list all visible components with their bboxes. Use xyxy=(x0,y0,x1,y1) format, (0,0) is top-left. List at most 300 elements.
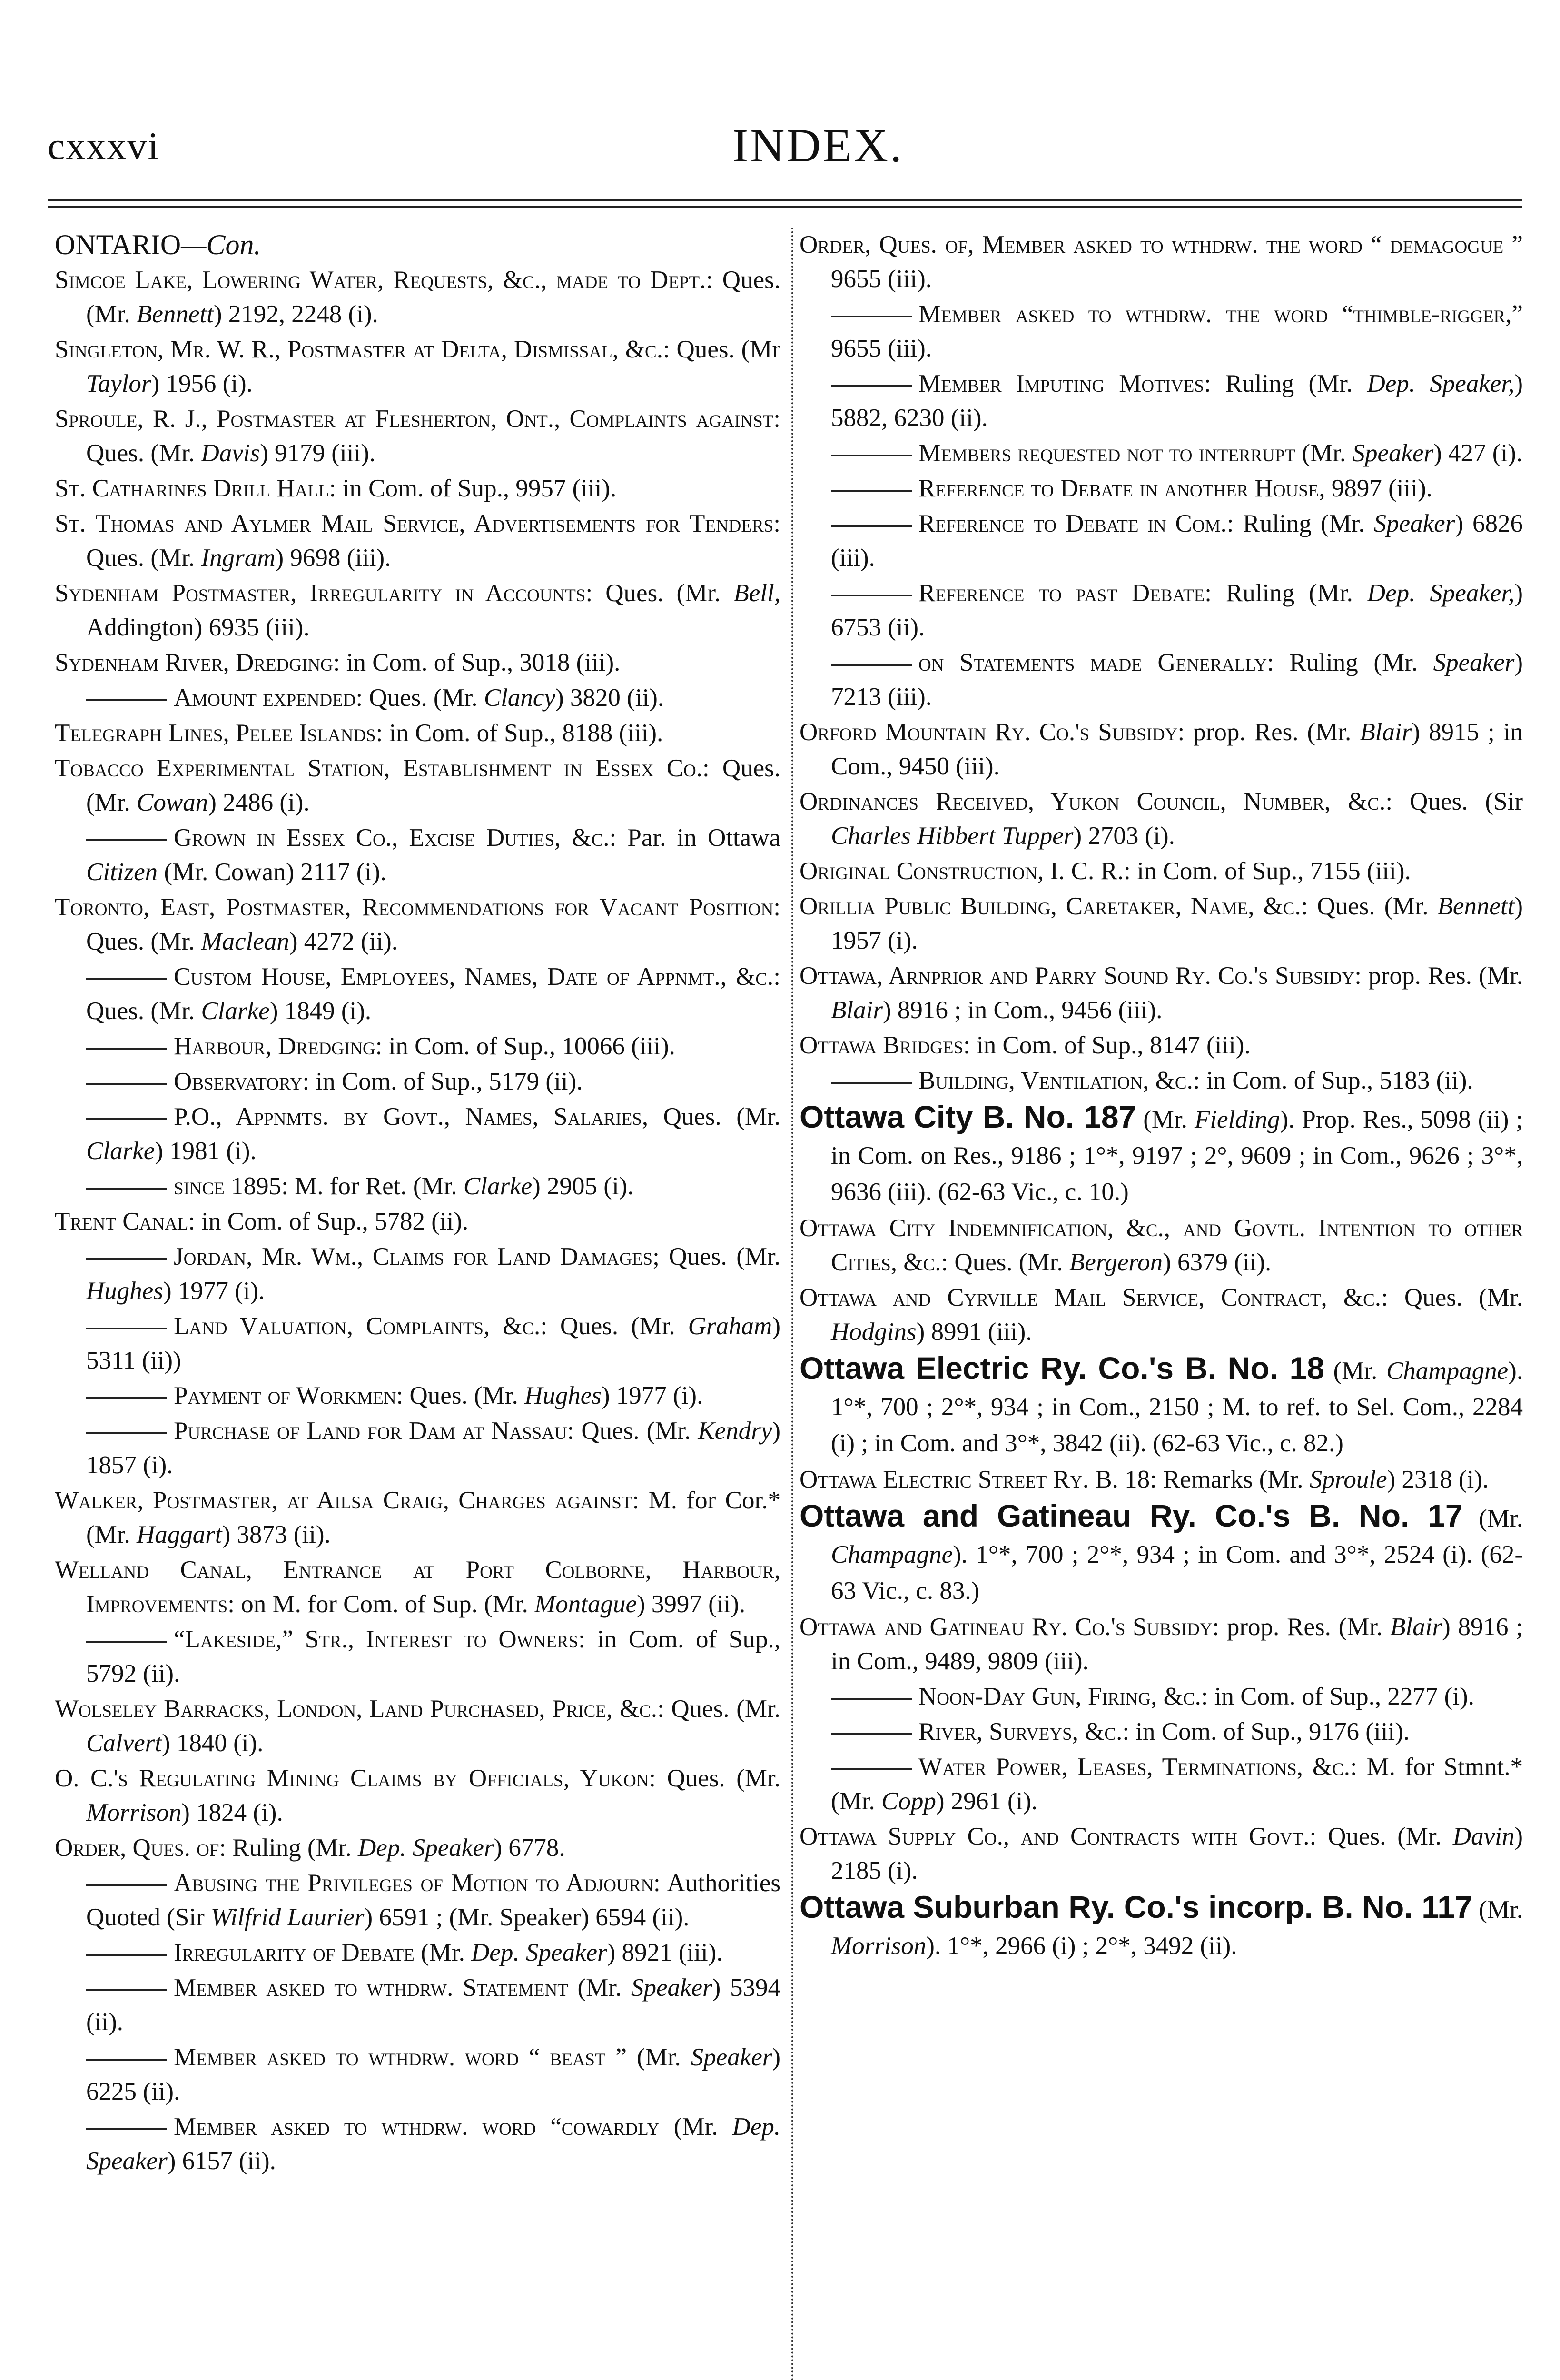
entry-heading: St. Catharines Drill Hall xyxy=(55,475,329,502)
ditto-dash xyxy=(86,1954,167,1956)
member-name: Calvert xyxy=(86,1729,162,1757)
member-name: Clancy xyxy=(484,684,555,712)
entry-tail: : Ques. (Mr. xyxy=(1301,892,1438,920)
member-name: Davin xyxy=(1452,1823,1515,1850)
entry-heading: Irregularity of Debate xyxy=(174,1939,415,1966)
entry-tail: : Ques. (Mr xyxy=(662,336,780,363)
index-entry xyxy=(800,1889,1523,1964)
index-subentry xyxy=(800,1679,1523,1714)
member-name: Dep. Speaker, xyxy=(1367,579,1515,607)
entry-tail: 9655 (iii). xyxy=(831,265,932,293)
member-name: Morrison xyxy=(831,1932,927,1960)
entry-tail: : Ques. (Mr. xyxy=(657,1695,780,1723)
entry-heading: O. C.'s Regulating Mining Claims by Officials, Yukon xyxy=(55,1765,649,1792)
entry-tail: : in Com. of Sup., 5183 (ii). xyxy=(1193,1067,1473,1094)
entry-heading: Ottawa Supply Co., and Contracts with Govt. xyxy=(800,1823,1310,1850)
entry-heading: Member asked to wthdrw. the word “thimble-rigger,” xyxy=(918,300,1523,328)
member-name: Speaker xyxy=(691,2043,772,2071)
entry-tail: : Ques. (Mr. xyxy=(86,405,780,467)
entry-tail: : in Com. of Sup., 9176 (iii). xyxy=(1122,1718,1410,1745)
member-name: Champagne xyxy=(831,1541,953,1568)
member-name: Haggart xyxy=(137,1521,222,1548)
entry-tail: (Mr. xyxy=(1462,1505,1523,1532)
index-entry xyxy=(55,402,780,470)
entry-heading: Orillia Public Building, Caretaker, Name, &c. xyxy=(800,892,1301,920)
entry-heading: Member asked to wthdrw. word “ beast ” xyxy=(174,2043,627,2071)
index-entry xyxy=(800,854,1523,888)
entry-tail: : Ruling (Mr. xyxy=(1205,579,1367,607)
member-name: Speaker xyxy=(1433,649,1515,676)
section-heading-continued: —Con. xyxy=(181,229,261,260)
page-reference: ) 2703 (i). xyxy=(1073,822,1175,850)
entry-tail: : in Com. of Sup., 9957 (iii). xyxy=(329,475,617,502)
entry-tail: : in Com. of Sup., 3018 (iii). xyxy=(333,649,621,676)
entry-tail: : Ques. (Mr. xyxy=(86,754,780,816)
page-reference: ) 1824 (i). xyxy=(181,1799,283,1826)
page-reference: ) 5394 (ii). xyxy=(86,1974,780,2036)
ditto-dash xyxy=(86,1432,167,1434)
entry-heading: Grown in Essex Co., Excise Duties, &c. xyxy=(174,824,610,852)
member-name: Speaker xyxy=(1373,510,1455,537)
entry-tail: : prop. Res. (Mr. xyxy=(1212,1613,1391,1641)
entry-heading: Purchase of Land for Dam at Nassau xyxy=(174,1417,567,1445)
member-name: Blair xyxy=(1390,1613,1442,1641)
ditto-dash xyxy=(86,1328,167,1329)
member-name: Bell, xyxy=(733,579,780,607)
member-name: Montague xyxy=(534,1590,637,1618)
page-reference: ) 7213 (iii). xyxy=(831,649,1523,711)
page-reference: ). 1°*, 700 ; 2°*, 934 ; in Com. and 3°*, 2524 (i). (62-63 Vic., c. 83.) xyxy=(831,1541,1523,1605)
entry-tail: (Mr. xyxy=(1295,439,1353,467)
page-reference: ) 427 (i). xyxy=(1433,439,1523,467)
member-name: Maclean xyxy=(201,928,289,955)
page-reference: ) 8921 (iii). xyxy=(607,1939,723,1966)
page-reference: ) 1956 (i). xyxy=(151,370,253,397)
entry-heading: Noon-Day Gun, Firing, &c. xyxy=(918,1683,1201,1710)
member-name: Copp xyxy=(881,1787,936,1815)
ditto-dash xyxy=(86,1641,167,1643)
index-entry xyxy=(55,1692,780,1760)
ditto-dash xyxy=(831,1082,912,1084)
member-name: Bennett xyxy=(1437,892,1515,920)
entry-tail: (Mr. xyxy=(568,1974,631,2002)
member-name: Graham xyxy=(688,1312,772,1340)
member-name: Ingram xyxy=(201,544,276,572)
page-reference: ) 3997 (ii). xyxy=(637,1590,746,1618)
member-name: Dep. Speaker xyxy=(471,1939,607,1966)
ditto-dash xyxy=(831,664,912,666)
index-subentry xyxy=(55,1622,780,1691)
entry-tail: : Ques. (Mr. xyxy=(86,510,780,572)
entry-tail: : M. for Cor.* (Mr. xyxy=(86,1487,780,1548)
entry-heading: Ordinances Received, Yukon Council, Number, &c. xyxy=(800,788,1386,815)
index-entry xyxy=(55,332,780,401)
ditto-dash xyxy=(831,490,912,492)
ditto-dash xyxy=(86,1884,167,1886)
ditto-dash xyxy=(86,1048,167,1050)
member-name: Bennett xyxy=(137,300,214,328)
index-subentry xyxy=(800,436,1523,470)
entry-heading: Reference to past Debate xyxy=(918,579,1205,607)
member-name: Citizen xyxy=(86,858,158,886)
index-entry xyxy=(55,506,780,575)
ditto-dash xyxy=(86,1258,167,1260)
member-name: Hodgins xyxy=(831,1318,917,1346)
page-reference: ) 3820 (ii). xyxy=(555,684,664,712)
entry-tail: , Ques. (Mr. xyxy=(642,1103,780,1130)
entry-heading: Ottawa Electric Street Ry. B. 18 xyxy=(800,1466,1150,1493)
member-name: Champagne xyxy=(1386,1357,1509,1385)
entry-heading: “Lakeside,” Str., Interest to Owners xyxy=(174,1626,579,1653)
member-name: Blair xyxy=(831,996,883,1024)
ditto-dash xyxy=(86,1083,167,1085)
entry-heading: Orford Mountain Ry. Co.'s Subsidy xyxy=(800,718,1178,746)
index-subentry xyxy=(55,2110,780,2178)
member-name: Kendry xyxy=(698,1417,772,1445)
entry-tail: : in Com. of Sup., 5782 (ii). xyxy=(188,1208,469,1235)
entry-tail: : M. for Ret. (Mr. xyxy=(281,1172,464,1200)
section-heading-main: ONTARIO xyxy=(55,229,181,260)
entry-heading: Building, Ventilation, &c. xyxy=(918,1067,1193,1094)
index-entry xyxy=(800,1610,1523,1678)
entry-tail: : in Com. of Sup., 5179 (ii). xyxy=(302,1068,583,1095)
index-subentry xyxy=(800,645,1523,714)
page-reference: ) 6778. xyxy=(494,1834,565,1862)
page-reference: ) 9179 (iii). xyxy=(260,439,375,467)
index-entry xyxy=(55,1553,780,1621)
ditto-dash xyxy=(831,1733,912,1735)
member-name: Blair xyxy=(1360,718,1412,746)
ditto-dash xyxy=(831,525,912,527)
member-name: Clarke xyxy=(86,1137,155,1165)
index-subentry xyxy=(55,1029,780,1063)
index-subentry xyxy=(55,1100,780,1168)
page-reference: ) 1981 (i). xyxy=(155,1137,257,1165)
member-name: Charles Hibbert Tupper xyxy=(831,822,1074,850)
header-rule-thin xyxy=(48,199,1522,201)
entry-heading: Tobacco Experimental Station, Establishment in Essex Co. xyxy=(55,754,703,782)
entry-tail: : Ruling (Mr. xyxy=(1204,370,1367,397)
entry-heading: Original Construction, I. C. R. xyxy=(800,857,1124,885)
member-name: Clarke xyxy=(201,997,270,1025)
member-name: Morrison xyxy=(86,1799,182,1826)
index-subentry xyxy=(800,1063,1523,1098)
entry-heading: Wolseley Barracks, London, Land Purchased, Price, &c. xyxy=(55,1695,657,1723)
ditto-dash xyxy=(86,1989,167,1991)
entry-tail: 9897 (iii). xyxy=(1325,475,1432,502)
member-name: Wilfrid Laurier xyxy=(211,1904,365,1931)
entry-tail: : Par. in Ottawa xyxy=(609,824,780,852)
entry-tail: : Ques. (Mr. xyxy=(396,1382,524,1409)
index-subentry xyxy=(55,1414,780,1482)
index-subentry xyxy=(800,297,1523,366)
entry-heading: Member asked to wthdrw. Statement xyxy=(174,1974,568,2002)
ditto-dash xyxy=(831,595,912,596)
page-reference: ) 2185 (i). xyxy=(831,1823,1523,1884)
entry-tail: : Ques. (Mr. xyxy=(355,684,484,712)
index-entry xyxy=(55,576,780,645)
index-subentry xyxy=(800,471,1523,506)
index-entry xyxy=(800,784,1523,853)
index-entry xyxy=(55,1204,780,1239)
entry-tail: : M. for Stmnt.* (Mr. xyxy=(831,1753,1523,1815)
page-reference: ) 9698 (iii). xyxy=(275,544,391,572)
index-entry xyxy=(55,751,780,820)
member-name: Cowan xyxy=(137,789,208,816)
entry-heading: Order, Ques. of xyxy=(55,1834,219,1862)
page-reference: ). 1°*, 700 ; 2°*, 934 ; in Com., 2150 ; M. to ref. to Sel. Com., 2284 (i) ; in Com. and 3°*, 3842 (ii). (62-63 Vic., c. 82.) xyxy=(831,1357,1523,1457)
ditto-dash xyxy=(86,2059,167,2061)
index-entry xyxy=(55,1483,780,1552)
member-name: Hughes xyxy=(524,1382,602,1409)
header-rule-thick xyxy=(48,206,1522,208)
page-reference: ). Prop. Res., 5098 (ii) ; in Com. on Res., 9186 ; 1°*, 9197 ; 2°, 9609 ; in Com., 9626 ; 3°*, 9636 (iii). (62-63 Vic., c. 10.) xyxy=(831,1106,1523,1206)
index-entry xyxy=(800,959,1523,1027)
entry-heading: P.O., Appnmts. by Govt., Names, Salaries xyxy=(174,1103,642,1130)
member-name: Hughes xyxy=(86,1277,163,1305)
entry-tail: : Ques. (Mr. xyxy=(86,893,780,955)
member-name: Speaker xyxy=(1352,439,1434,467)
left-column xyxy=(55,228,780,2380)
page-reference: ) 6157 (ii). xyxy=(167,2147,276,2175)
page-reference: ) 1857 (i). xyxy=(86,1417,780,1479)
column-divider xyxy=(791,228,793,2380)
index-entry xyxy=(55,1761,780,1830)
entry-heading: Ottawa Electric Ry. Co.'s B. No. 18 xyxy=(800,1350,1324,1386)
page-reference: ) 6591 ; (Mr. Speaker) 6594 (ii). xyxy=(364,1904,690,1931)
index-subentry xyxy=(800,367,1523,435)
page-reference: ) 8915 ; in Com., 9450 (iii). xyxy=(831,718,1523,780)
index-entry xyxy=(800,1099,1523,1210)
member-name: Dep. Speaker xyxy=(86,2113,780,2175)
index-subentry xyxy=(55,821,780,889)
index-subentry xyxy=(55,1169,780,1203)
page-reference: ) 1977 (i). xyxy=(601,1382,703,1409)
index-entry xyxy=(800,1819,1523,1888)
entry-heading: Members requested not to interrupt xyxy=(918,439,1296,467)
page-reference: ) 8916 ; in Com., 9456 (iii). xyxy=(882,996,1163,1024)
entry-tail: : Authorities Quoted (Sir xyxy=(86,1869,780,1931)
entry-heading: Ottawa, Arnprior and Parry Sound Ry. Co.'s Subsidy xyxy=(800,962,1355,990)
ditto-dash xyxy=(86,978,167,980)
entry-tail: : Ques. (Mr. xyxy=(1381,1284,1523,1311)
index-subentry xyxy=(55,1240,780,1308)
index-subentry xyxy=(55,1971,780,2039)
entry-heading: Ottawa and Gatineau Ry. Co.'s Subsidy xyxy=(800,1613,1213,1641)
entry-tail: (Mr. xyxy=(1324,1357,1386,1385)
entry-tail: : Ques. (Mr. xyxy=(941,1249,1069,1276)
entry-heading: Toronto, East, Postmaster, Recommendations for Vacant Position xyxy=(55,893,774,921)
ditto-dash xyxy=(831,1698,912,1700)
ditto-dash xyxy=(86,2128,167,2130)
index-entry xyxy=(55,716,780,750)
index-entry xyxy=(800,1497,1523,1609)
ditto-dash xyxy=(86,1118,167,1120)
index-subentry xyxy=(55,1935,780,1970)
index-entry xyxy=(55,263,780,331)
index-entry xyxy=(800,889,1523,958)
page-reference: ) 2905 (i). xyxy=(532,1172,634,1200)
member-name: Clarke xyxy=(463,1172,533,1200)
right-column xyxy=(800,228,1523,2380)
index-subentry xyxy=(55,681,780,715)
entry-heading: Custom House, Employees, Names, Date of Appnmt., &c. xyxy=(174,963,774,991)
entry-heading: Amount expended xyxy=(174,684,356,712)
entry-tail: : Remarks (Mr. xyxy=(1150,1466,1310,1493)
page-title: INDEX. xyxy=(732,119,904,172)
page-reference: ) 1849 (i). xyxy=(269,997,372,1025)
index-subentry xyxy=(800,576,1523,645)
entry-tail: : Ruling (Mr. xyxy=(219,1834,358,1862)
member-name: Bergeron xyxy=(1069,1249,1163,1276)
ditto-dash xyxy=(831,316,912,317)
member-name: Dep. Speaker, xyxy=(1367,370,1515,397)
member-name: Davis xyxy=(201,439,260,467)
page-reference: ) 5882, 6230 (ii). xyxy=(831,370,1523,432)
entry-heading: Singleton, Mr. W. R., Postmaster at Delta, Dismissal, &c. xyxy=(55,336,663,363)
entry-tail: (Mr. xyxy=(627,2043,691,2071)
page-reference: ) 1977 (i). xyxy=(163,1277,265,1305)
entry-tail: : Ques. (Mr. xyxy=(540,1312,688,1340)
entry-tail: (Mr. xyxy=(414,1939,472,1966)
ditto-dash xyxy=(86,839,167,841)
member-name: Sproule xyxy=(1309,1466,1387,1493)
entry-heading: Observatory xyxy=(174,1068,303,1095)
index-entry xyxy=(800,1280,1523,1349)
entry-tail: : in Com. of Sup., 7155 (iii). xyxy=(1124,857,1411,885)
section-heading xyxy=(55,228,780,262)
entry-tail: : prop. Res. (Mr. xyxy=(1354,962,1523,990)
entry-tail: 9655 (iii). xyxy=(831,335,932,362)
page-reference: ) 6826 (iii). xyxy=(831,510,1523,572)
index-subentry xyxy=(55,960,780,1028)
page-number: cxxxvi xyxy=(48,124,160,168)
index-entry xyxy=(55,471,780,506)
index-entry xyxy=(800,228,1523,296)
entry-heading: since 1895 xyxy=(174,1172,282,1200)
page-reference: ) 4272 (ii). xyxy=(289,928,398,955)
ditto-dash xyxy=(86,1397,167,1399)
entry-heading: on Statements made Generally xyxy=(918,649,1267,676)
entry-tail: : Ques. (Mr. xyxy=(567,1417,698,1445)
entry-tail: ; Ques. (Mr. xyxy=(652,1243,780,1270)
page-reference: ) 1840 (i). xyxy=(161,1729,264,1757)
entry-heading: Ottawa Suburban Ry. Co.'s incorp. B. No. 117 xyxy=(800,1889,1472,1924)
entry-heading: Payment of Workmen xyxy=(174,1382,396,1409)
index-subentry xyxy=(55,1378,780,1413)
entry-heading: Ottawa Bridges xyxy=(800,1031,964,1059)
entry-heading: Sydenham Postmaster, Irregularity in Accounts xyxy=(55,579,586,607)
page-reference: ). 1°*, 2966 (i) ; 2°*, 3492 (ii). xyxy=(926,1932,1237,1960)
index-subentry xyxy=(55,1309,780,1378)
entry-tail: : Ques. (Mr. xyxy=(1309,1823,1453,1850)
page-reference: ) 3873 (ii). xyxy=(222,1521,331,1548)
ditto-dash xyxy=(831,455,912,456)
entry-heading: Sproule, R. J., Postmaster at Flesherton, Ont., Complaints against xyxy=(55,405,774,433)
entry-heading: Ottawa City B. No. 187 xyxy=(800,1099,1136,1134)
index-entry xyxy=(800,1462,1523,1497)
entry-tail: : Ruling (Mr. xyxy=(1226,510,1374,537)
entry-heading: Water Power, Leases, Terminations, &c. xyxy=(918,1753,1351,1781)
entry-heading: Welland Canal, Entrance at Port Colborne, Harbour, Improvements xyxy=(55,1556,780,1618)
entry-tail: : in Com. of Sup., 8188 (iii). xyxy=(375,719,663,747)
entry-heading: Order, Ques. of, Member asked to wthdrw. the word “ demagogue ” xyxy=(800,231,1523,258)
index-subentry xyxy=(55,1866,780,1934)
entry-heading: Member Imputing Motives xyxy=(918,370,1204,397)
entry-tail: : in Com. of Sup., 8147 (iii). xyxy=(963,1031,1251,1059)
entry-heading: Walker, Postmaster, at Ailsa Craig, Charges against xyxy=(55,1487,632,1514)
entry-tail: : Ques. (Mr. xyxy=(585,579,734,607)
page-reference: ) 8916 ; in Com., 9489, 9809 (iii). xyxy=(831,1613,1523,1675)
page-reference: Addington) 6935 (iii). xyxy=(86,614,310,641)
page-reference: ) 1957 (i). xyxy=(831,892,1523,954)
index-entry xyxy=(55,890,780,959)
entry-heading: Trent Canal xyxy=(55,1208,188,1235)
index-entry xyxy=(55,1831,780,1865)
index-entry xyxy=(800,1028,1523,1062)
entry-heading: Ottawa and Gatineau Ry. Co.'s B. No. 17 xyxy=(800,1498,1463,1533)
ditto-dash xyxy=(831,1768,912,1770)
entry-heading: Abusing the Privileges of Motion to Adjourn xyxy=(174,1869,654,1897)
entry-heading: River, Surveys, &c. xyxy=(918,1718,1123,1745)
page-reference: (Mr. Cowan) 2117 (i). xyxy=(158,858,387,886)
member-name: Taylor xyxy=(86,370,151,397)
index-entry xyxy=(800,1350,1523,1461)
entry-tail: : in Com. of Sup., 5792 (ii). xyxy=(86,1626,780,1687)
ditto-dash xyxy=(831,385,912,387)
member-name: Fielding xyxy=(1194,1106,1280,1133)
page-reference: ) 8991 (iii). xyxy=(916,1318,1032,1346)
entry-heading: Harbour, Dredging xyxy=(174,1032,375,1060)
member-name: Dep. Speaker xyxy=(357,1834,494,1862)
entry-tail: : Ques. (Sir xyxy=(1385,788,1523,815)
page-reference: ) 6379 (ii). xyxy=(1163,1249,1272,1276)
ditto-dash xyxy=(86,699,167,701)
entry-heading: Ottawa City Indemnification, &c., and Govtl. Intention to other Cities, &c. xyxy=(800,1214,1523,1276)
member-name: Speaker xyxy=(631,1974,712,2002)
entry-heading: Member asked to wthdrw. word “cowardly xyxy=(174,2113,660,2141)
page-reference: ) 2318 (i). xyxy=(1387,1466,1489,1493)
entry-tail: : in Com. of Sup., 2277 (i). xyxy=(1201,1683,1474,1710)
index-subentry xyxy=(800,1715,1523,1749)
index-entry xyxy=(55,645,780,680)
entry-tail: : on M. for Com. of Sup. (Mr. xyxy=(227,1590,535,1618)
entry-tail: : Ques. (Mr. xyxy=(86,963,780,1025)
entry-tail: (Mr. xyxy=(1472,1896,1523,1924)
entry-tail: (Mr. xyxy=(659,2113,732,2141)
entry-heading: Sydenham River, Dredging xyxy=(55,649,333,676)
entry-heading: Telegraph Lines, Pelee Islands xyxy=(55,719,376,747)
index-subentry xyxy=(55,2040,780,2109)
entry-heading: Land Valuation, Complaints, &c. xyxy=(174,1312,541,1340)
entry-tail: : in Com. of Sup., 10066 (iii). xyxy=(375,1032,675,1060)
entry-tail: (Mr. xyxy=(1136,1106,1195,1133)
page-reference: ) 5311 (ii)) xyxy=(86,1312,780,1374)
entry-tail: : Ques. (Mr. xyxy=(649,1765,780,1792)
page-reference: ) 2961 (i). xyxy=(936,1787,1038,1815)
entry-tail: : Ques. (Mr. xyxy=(86,266,780,328)
entry-heading: Simcoe Lake, Lowering Water, Requests, &c., made to Dept. xyxy=(55,266,706,294)
index-entry xyxy=(800,715,1523,783)
entry-tail: : Ruling (Mr. xyxy=(1267,649,1433,676)
index-subentry xyxy=(800,1750,1523,1818)
index-subentry xyxy=(55,1064,780,1099)
entry-heading: Ottawa and Cyrville Mail Service, Contract, &c. xyxy=(800,1284,1382,1311)
entry-heading: Reference to Debate in Com. xyxy=(918,510,1227,537)
ditto-dash xyxy=(86,1188,167,1190)
entry-heading: St. Thomas and Aylmer Mail Service, Advertisements for Tenders xyxy=(55,510,774,537)
entry-heading: Jordan, Mr. Wm., Claims for Land Damages xyxy=(174,1243,653,1270)
